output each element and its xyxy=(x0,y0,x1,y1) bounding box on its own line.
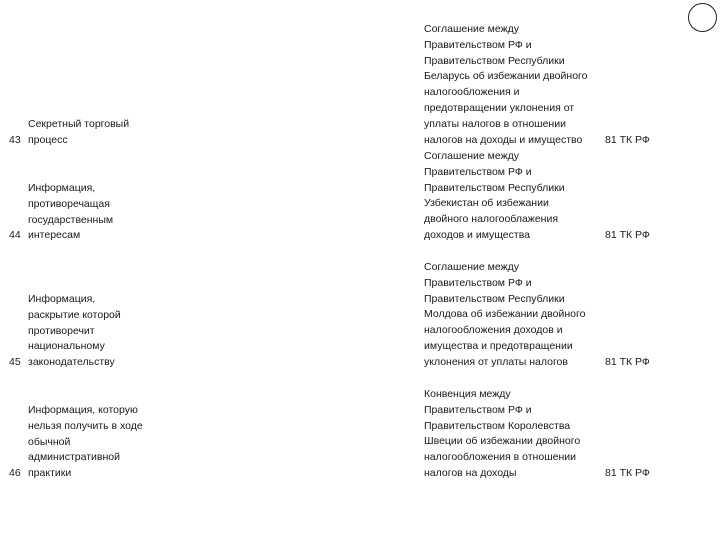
agreement-cell: Соглашение между Правительством РФ и Правительством Республики Узбекистан об избежании двойного налогооблажения доходов и имущества xyxy=(424,150,565,241)
row-number: 44 xyxy=(9,229,21,241)
info-cell: Секретный торговый процесс xyxy=(28,118,130,146)
circle-marker xyxy=(688,3,717,32)
info-cell: Информация, раскрытие которой противоречит национальному законодательству xyxy=(28,293,121,369)
row-number: 46 xyxy=(9,467,21,479)
agreement-cell: Соглашение между Правительством РФ и Правительством Республики Беларусь об избежании двойного налогообложения и предотвращении уклонения от уплаты налогов в отношении налогов на доходы и имущество xyxy=(424,23,588,146)
row-number: 45 xyxy=(9,356,21,368)
reference: 81 ТК РФ xyxy=(605,134,650,146)
reference: 81 ТК РФ xyxy=(605,356,650,368)
agreement-cell: Конвенция между Правительством РФ и Правительством Королевства Швеции об избежании двойного налогообложения в отношении налогов на доходы xyxy=(424,388,581,479)
info-cell: Информация, противоречащая государственным интересам xyxy=(28,182,114,242)
agreement-cell: Соглашение между Правительством РФ и Правительством Республики Молдова об избежании двойного налогообложения доходов и имущества и предотвращении уклонения от уплаты налогов xyxy=(424,261,586,368)
reference: 81 ТК РФ xyxy=(605,467,650,479)
info-cell: Информация, которую нельзя получить в ходе обычной административной практики xyxy=(28,404,143,480)
reference: 81 ТК РФ xyxy=(605,229,650,241)
row-number: 43 xyxy=(9,134,21,146)
